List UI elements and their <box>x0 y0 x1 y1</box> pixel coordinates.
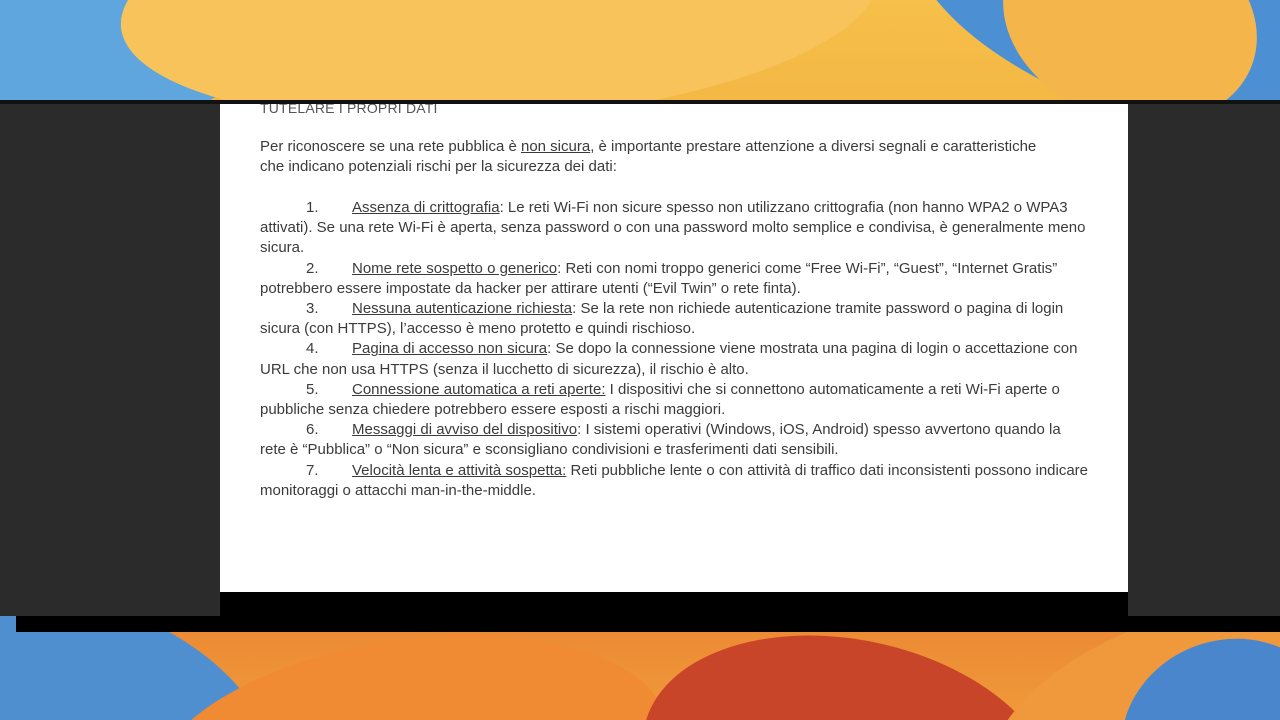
item-term: Pagina di accesso non sicura <box>352 340 548 358</box>
item-text: : I sistemi operativi (Windows, iOS, Android) spesso avvertono quando la rete è “Pubblica” o “Non sicura” e sconsigliano condivisioni e trasferimenti dati sensibili. <box>260 421 1061 459</box>
list-item <box>260 380 1090 420</box>
item-number: 6. <box>306 421 319 439</box>
item-number: 7. <box>306 461 319 479</box>
list-item <box>260 420 1090 460</box>
intro-text-end: , è importante prestare attenzione a diversi segnali e caratteristiche che indicano potenziali rischi per la sicurezza dei dati: <box>260 138 1037 176</box>
item-number: 1. <box>306 199 319 216</box>
risk-signals-list <box>260 198 1090 501</box>
intro-text-start: Per riconoscere se una rete pubblica è <box>260 138 521 155</box>
list-item <box>260 339 1090 379</box>
item-number: 5. <box>306 380 319 398</box>
item-term: Nessuna autenticazione richiesta <box>352 300 573 318</box>
item-term: Velocità lenta e attività sospetta: <box>352 461 567 479</box>
list-item <box>260 198 1090 259</box>
item-text: Reti pubbliche lente o con attività di traffico dati inconsistenti possono indicare monitoraggi o attacchi man-in-the-middle. <box>260 461 1089 499</box>
item-text: : Le reti Wi-Fi non sicure spesso non utilizzano crittografia (non hanno WPA2 o WPA3 attivati). Se una rete Wi-Fi è aperta, senza password o con una password molto semplice e condivisa, è generalmente meno sicura. <box>260 199 1086 257</box>
item-text: : Se dopo la connessione viene mostrata una pagina di login o accettazione con URL che non usa HTTPS (senza il lucchetto di sicurezza), il rischio è alto. <box>260 340 1078 378</box>
item-number: 4. <box>306 340 319 358</box>
item-term: Assenza di crittografia <box>352 199 500 216</box>
page-bottom-bar <box>220 592 1128 616</box>
intro-underlined-text: non sicura <box>520 138 591 155</box>
section-heading: TUTELARE I PROPRI DATI <box>260 104 438 116</box>
window-bottom-bar <box>16 616 1280 632</box>
item-text: : Reti con nomi troppo generici come “Free Wi-Fi”, “Guest”, “Internet Gratis” potrebbero essere impostate da hacker per attirare utenti (“Evil Twin” o rete finta). <box>260 259 1058 297</box>
item-term: Nome rete sospetto o generico <box>352 259 558 277</box>
document-page[interactable] <box>220 104 1128 592</box>
intro-paragraph <box>260 137 1050 177</box>
item-text: : Se la rete non richiede autenticazione tramite password o pagina di login sicura (con HTTPS), l’accesso è meno protetto e quindi rischioso. <box>260 300 1064 338</box>
list-item <box>260 461 1090 501</box>
list-item <box>260 299 1090 339</box>
item-text: I dispositivi che si connettono automaticamente a reti Wi-Fi aperte o pubbliche senza chiedere potrebbero essere esposti a rischi maggiori. <box>260 380 1060 419</box>
item-number: 3. <box>306 300 319 318</box>
item-term: Messaggi di avviso del dispositivo <box>352 421 578 439</box>
item-term: Connessione automatica a reti aperte: <box>352 380 606 398</box>
list-item <box>260 259 1090 299</box>
item-number: 2. <box>306 259 319 277</box>
